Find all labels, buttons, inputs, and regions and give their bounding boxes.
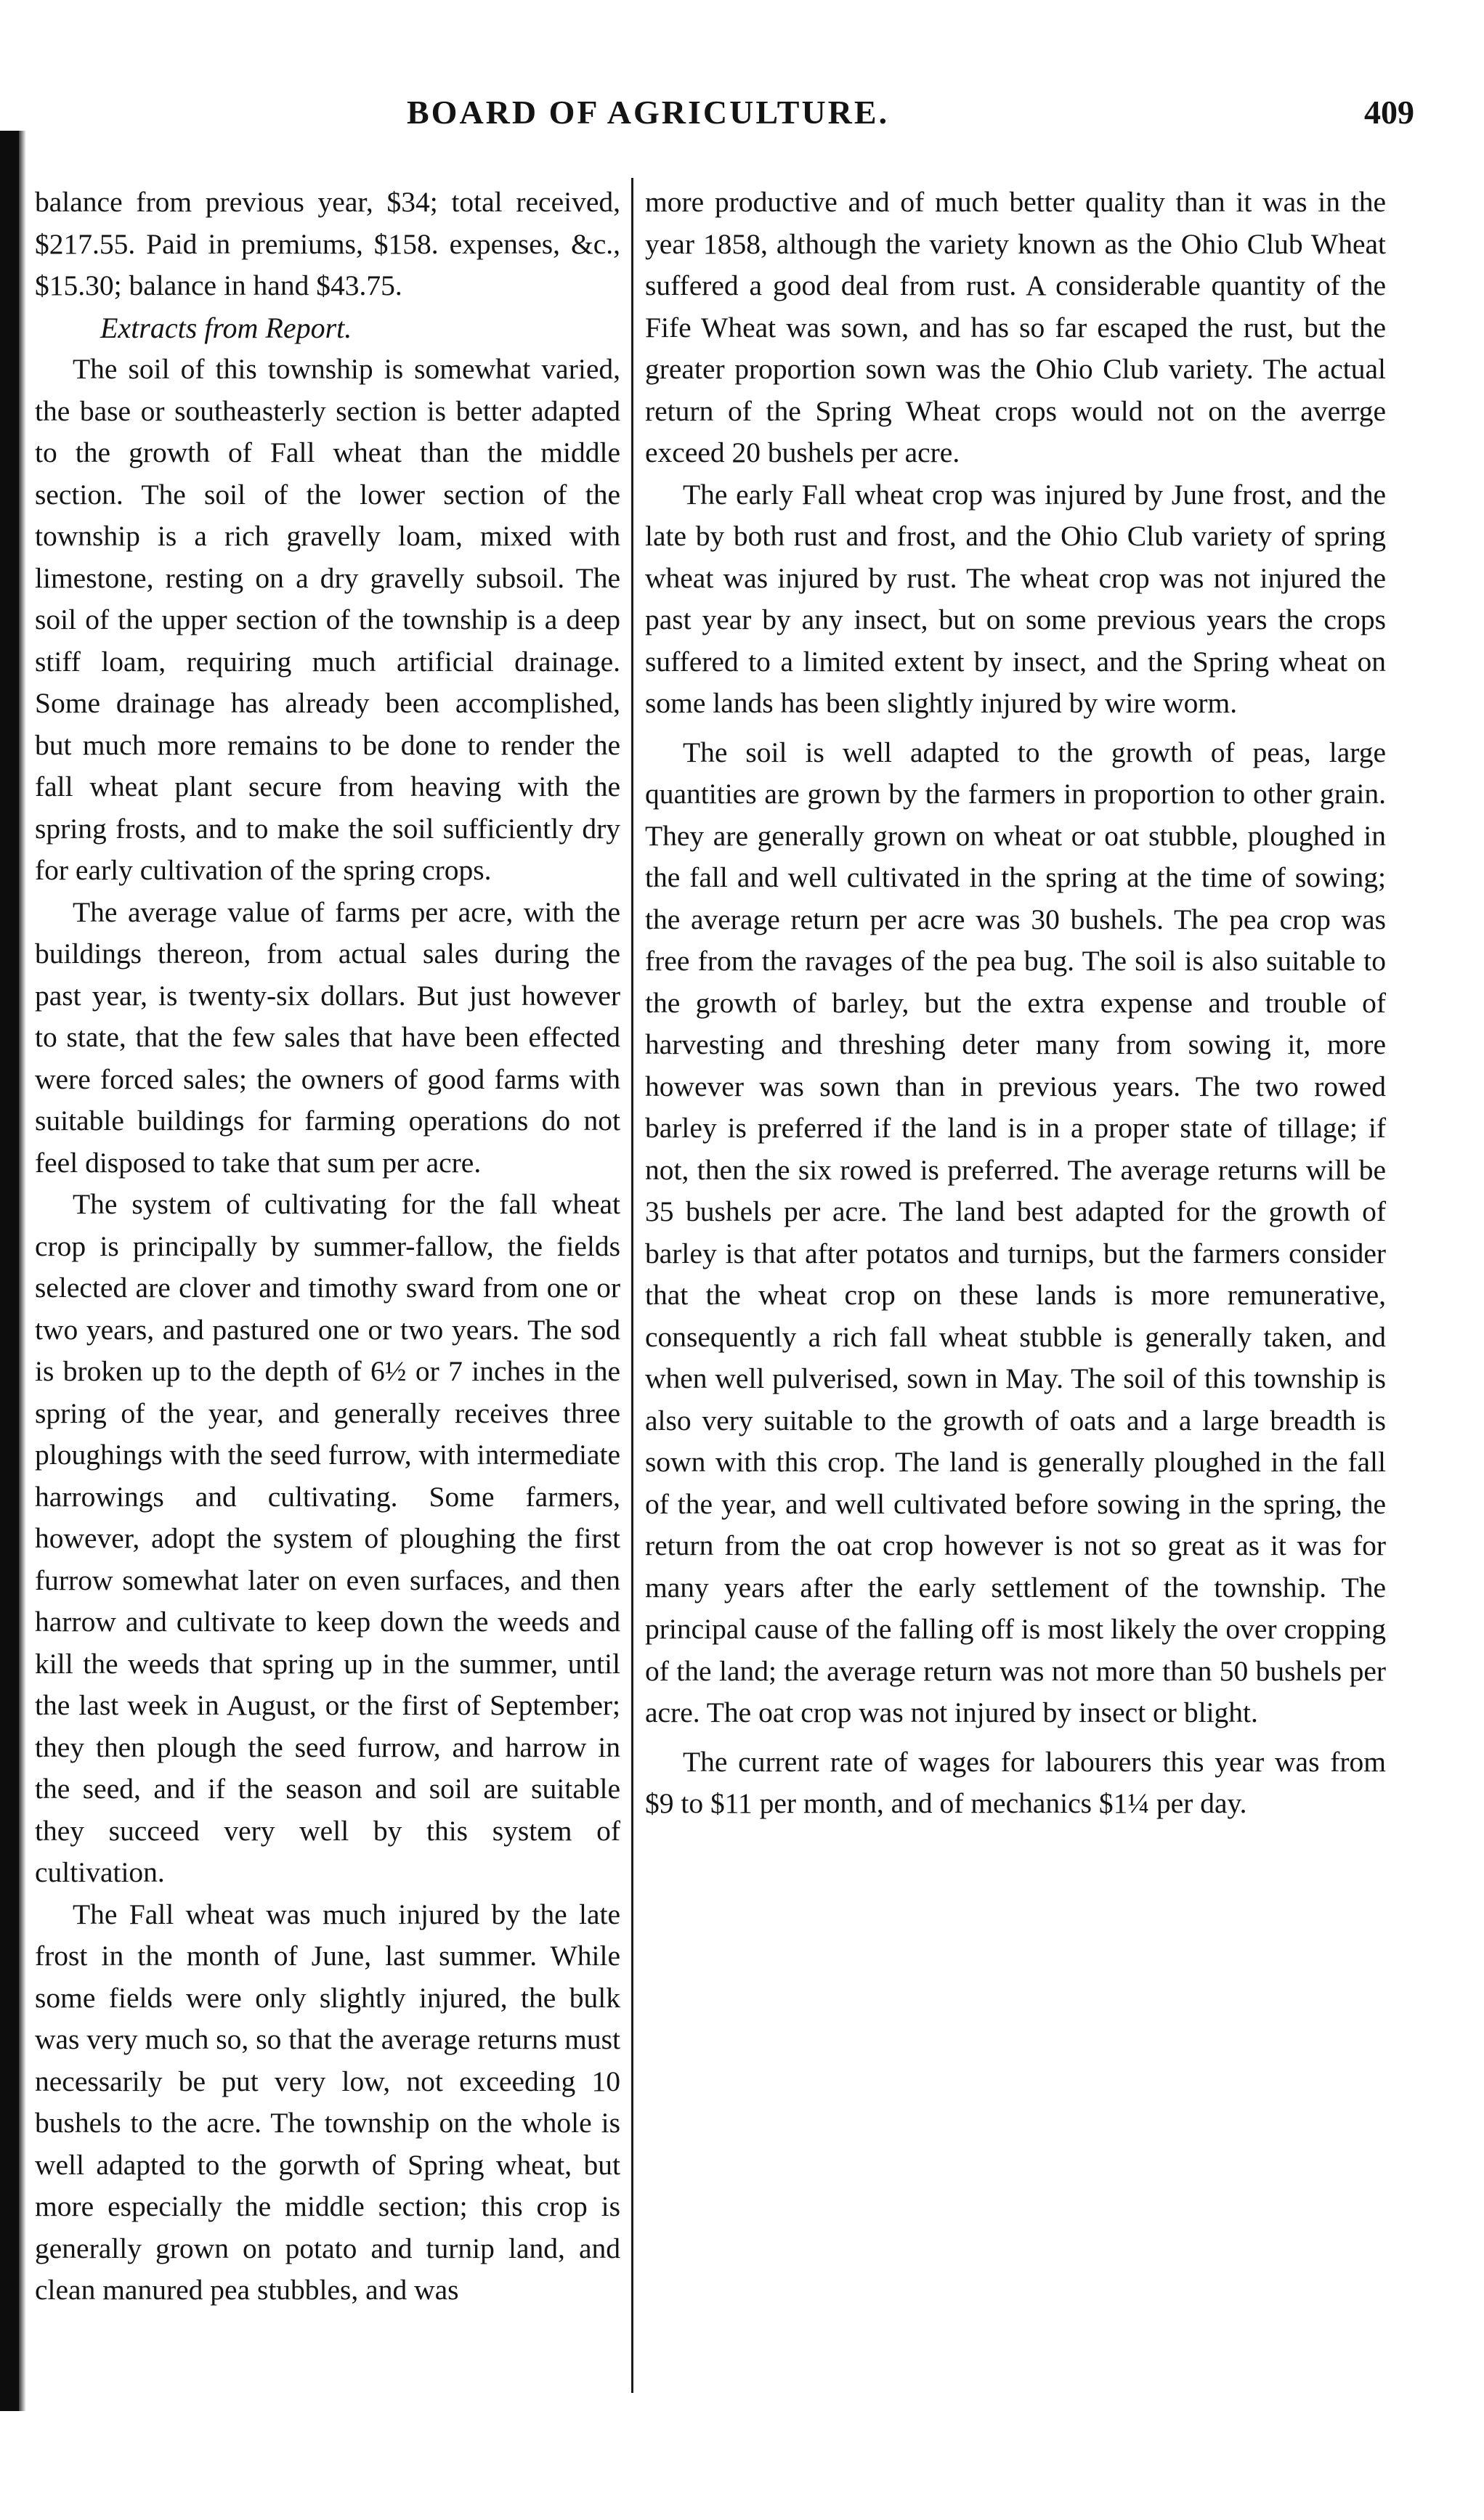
column-divider: [631, 178, 633, 2393]
right-paragraph-wages: The current rate of wages for labourers this year was from $9 to $11 per month, and of mechanics $1¼ per day.: [645, 1745, 1386, 1819]
left-column: [35, 182, 620, 2312]
left-paragraph-farm-value: The average value of farms per acre, with the buildings thereon, from actual sales during the past year, is twenty-six dollars. But just however to state, that the few sales that have been effected were forced sales; the owners of good farms with suitable buildings for farming operations do not feel disposed to take that sum per acre.: [35, 895, 620, 1179]
right-paragraph-continued: more productive and of much better quality than it was in the year 1858, although the variety known as the Ohio Club Wheat suffered a good deal from rust. A considerable quantity of the Fife Wheat was sown, and has so far escaped the rust, but the greater proportion sown was the Ohio Club variety. The actual return of the Spring Wheat crops would not on the averrge exceed 20 bushels per acre.: [645, 186, 1386, 468]
section-subheading: Extracts from Report.: [100, 311, 352, 344]
right-column: [645, 182, 1386, 1825]
left-paragraph-cultivation: The system of cultivating for the fall wheat crop is principally by summer-fallow, the fields selected are clover and timothy sward from one or two years, and pastured one or two years. The sod is broken up to the depth of 6½ or 7 inches in the spring of the year, and generally receives three ploughings with the seed furrow, with intermediate harrowings and cultivating. Some farmers, however, adopt the system of ploughing the first furrow somewhat later on even surfaces, and then harrow and cultivate to keep down the weeds and kill the weeds that spring up in the summer, until the last week in August, or the first of September; they then plough the seed furrow, and harrow in the seed, and if the season and soil are suitable they succeed very well by this system of cultivation.: [35, 1188, 620, 1888]
scan-binding-edge: [0, 131, 19, 2411]
left-column-opening: balance from previous year, $34; total received, $217.55. Paid in premiums, $158. expenses, &c., $15.30; balance in hand $43.75.: [35, 186, 620, 301]
left-paragraph-soil: The soil of this township is somewhat varied, the base or southeasterly section is better adapted to the growth of Fall wheat than the middle section. The soil of the lower section of the township is a rich gravelly loam, mixed with limestone, resting on a dry gravelly subsoil. The soil of the upper section of the township is a deep stiff loam, requiring much artificial drainage. Some drainage has already been accomplished, but much more remains to be done to render the fall wheat plant secure from heaving with the spring frosts, and to make the soil sufficiently dry for early cultivation of the spring crops.: [35, 353, 620, 886]
right-paragraph-peas-barley-oats: The soil is well adapted to the growth of peas, large quantities are grown by the farmers in proportion to other grain. They are generally grown on wheat or oat stubble, ploughed in the fall and well cultivated in the spring at the time of sowing; the average return per acre was 30 bushels. The pea crop was free from the ravages of the pea bug. The soil is also suitable to the growth of barley, but the extra expense and trouble of harvesting and threshing deter many from sowing it, more however was sown than in previous years. The two rowed barley is preferred if the land is in a proper state of tillage; if not, then the six rowed is preferred. The average returns will be 35 bushels per acre. The land best adapted for the growth of barley is that after potatos and turnips, but the farmers consider that the wheat crop on these lands is more remunerative, consequently a rich fall wheat stubble is generally taken, and when well pulverised, sown in May. The soil of this township is also very suitable to the growth of oats and a large breadth is sown with this crop. The land is generally ploughed in the fall of the year, and well cultivated before sowing in the spring, the return from the oat crop however is not so great as it was for many years after the early settlement of the township. The principal cause of the falling off is most likely the over cropping of the land; the average return was not more than 50 bushels per acre. The oat crop was not injured by insect or blight.: [645, 736, 1386, 1728]
page-number: 409: [1364, 94, 1414, 131]
left-paragraph-fall-wheat: The Fall wheat was much injured by the late frost in the month of June, last summer. While some fields were only slightly injured, the bulk was very much so, so that the average returns must necessarily be put very low, not exceeding 10 bushels to the acre. The township on the whole is well adapted to the gorwth of Spring wheat, but more especially the middle section; this crop is generally grown on potato and turnip land, and clean manured pea stubbles, and was: [35, 1898, 620, 2306]
scan-binding-shadow: [19, 131, 26, 2411]
running-head: [0, 93, 1484, 144]
running-head-title: BOARD OF AGRICULTURE.: [407, 94, 890, 131]
right-paragraph-frost: The early Fall wheat crop was injured by June frost, and the late by both rust and frost, and the Ohio Club variety of spring wheat was injured by rust. The wheat crop was not injured the past year by any insect, but on some previous years the crops suffered to a limited extent by insect, and the Spring wheat on some lands has been slightly injured by wire worm.: [645, 478, 1386, 719]
